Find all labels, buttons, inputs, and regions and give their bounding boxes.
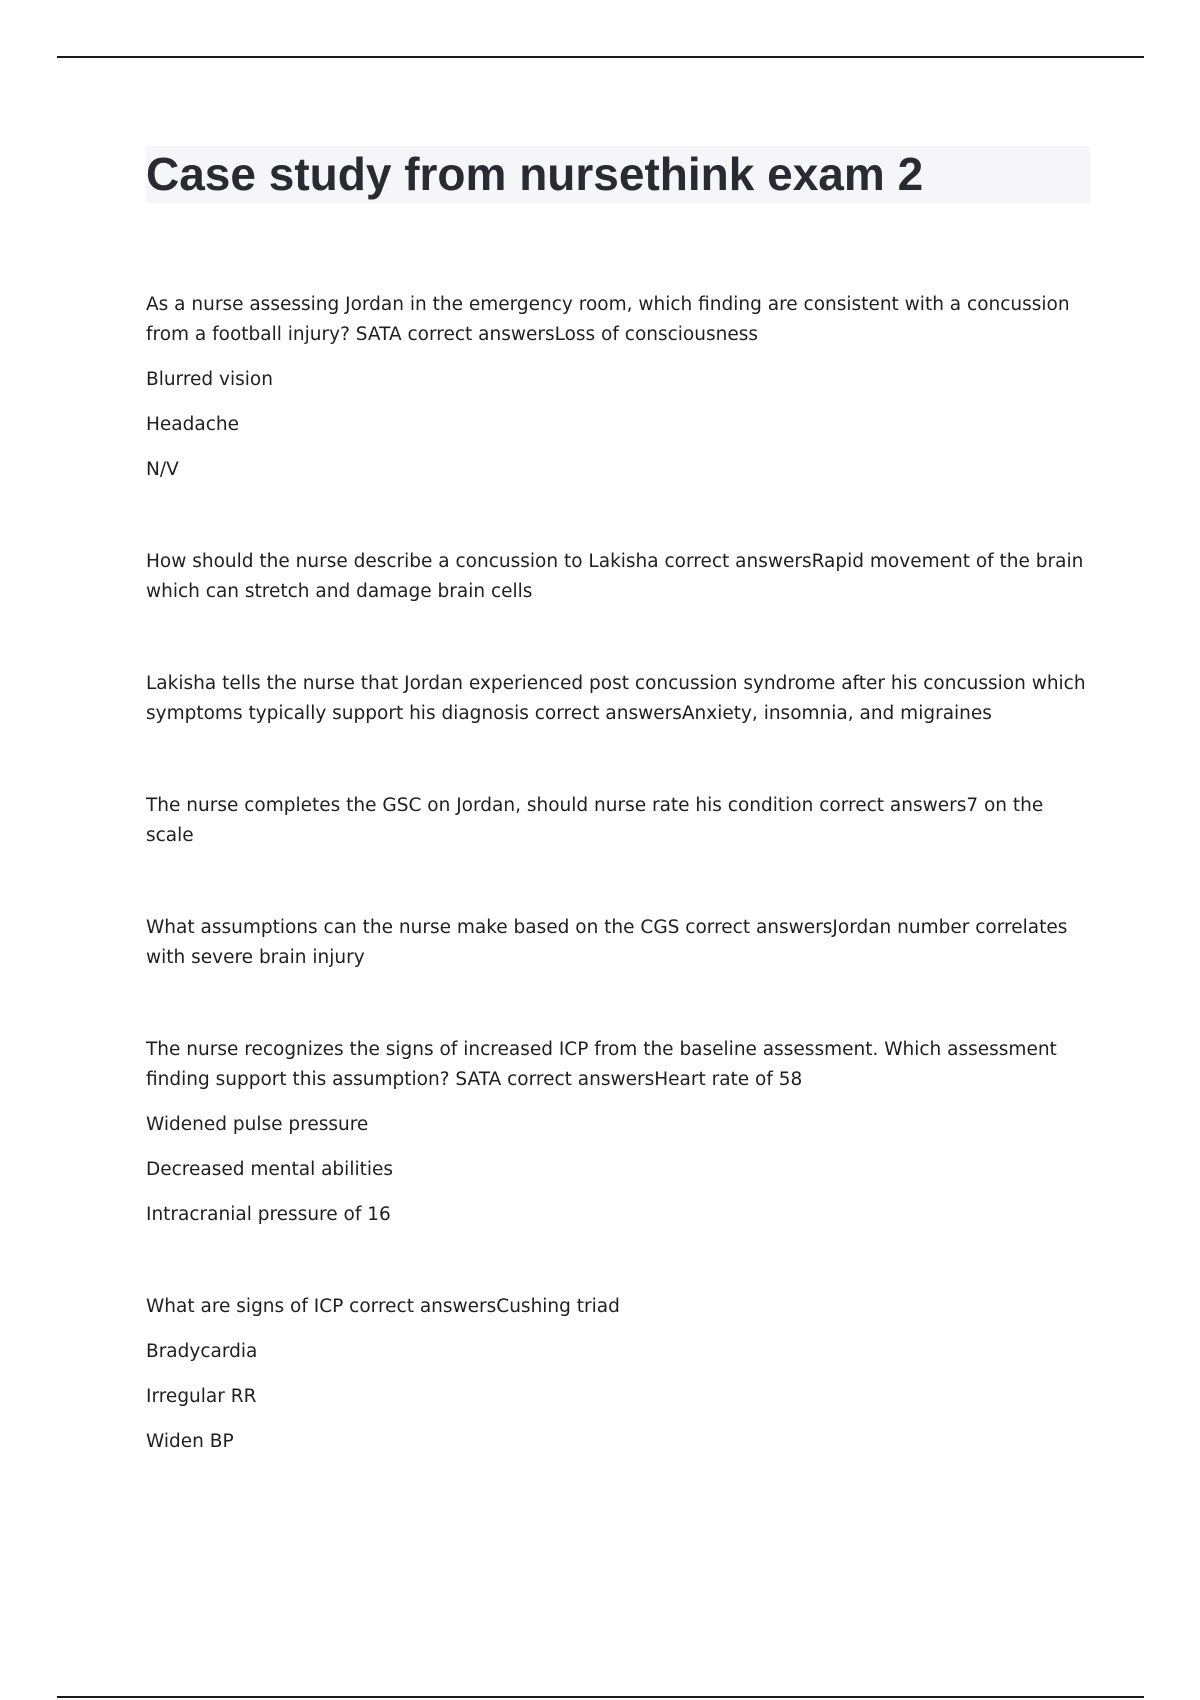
question-block-6: [146, 1035, 1090, 1230]
question-block-4: [146, 791, 1090, 851]
question-3-text: Lakisha tells the nurse that Jordan experienced post concussion syndrome after his concussion which symptoms typically support his diagnosis correct answersAnxiety, insomnia, and migraines: [146, 673, 1086, 724]
answer-line: Widen BP: [146, 1431, 234, 1452]
question-1-text: As a nurse assessing Jordan in the emergency room, which finding are consistent with a concussion from a football injury? SATA correct answersLoss of consciousness: [146, 294, 1070, 345]
answer-line: Blurred vision: [146, 369, 273, 390]
answer-line: Intracranial pressure of 16: [146, 1204, 391, 1225]
answer-line: Headache: [146, 414, 239, 435]
question-6-text: The nurse recognizes the signs of increased ICP from the baseline assessment. Which assessment finding support this assumption? SATA correct answersHeart rate of 58: [146, 1039, 1057, 1090]
question-4-text: The nurse completes the GSC on Jordan, should nurse rate his condition correct answers7 on the scale: [146, 795, 1044, 846]
document-body: [146, 290, 1090, 1519]
question-block-5: [146, 913, 1090, 973]
bottom-rule: [57, 1696, 1144, 1698]
question-7-text: What are signs of ICP correct answersCushing triad: [146, 1296, 620, 1317]
answer-line: Bradycardia: [146, 1341, 258, 1362]
question-5-text: What assumptions can the nurse make based on the CGS correct answersJordan number correlates with severe brain injury: [146, 917, 1068, 968]
answer-line: Widened pulse pressure: [146, 1114, 369, 1135]
page-title: Case study from nursethink exam 2: [146, 148, 924, 200]
answer-line: N/V: [146, 459, 179, 480]
answer-line: Irregular RR: [146, 1386, 257, 1407]
answer-line: Decreased mental abilities: [146, 1159, 394, 1180]
top-rule: [57, 56, 1144, 58]
question-block-2: [146, 547, 1090, 607]
question-2-text: How should the nurse describe a concussion to Lakisha correct answersRapid movement of the brain which can stretch and damage brain cells: [146, 551, 1084, 602]
question-block-3: [146, 669, 1090, 729]
question-block-7: [146, 1292, 1090, 1457]
question-block-1: [146, 290, 1090, 485]
